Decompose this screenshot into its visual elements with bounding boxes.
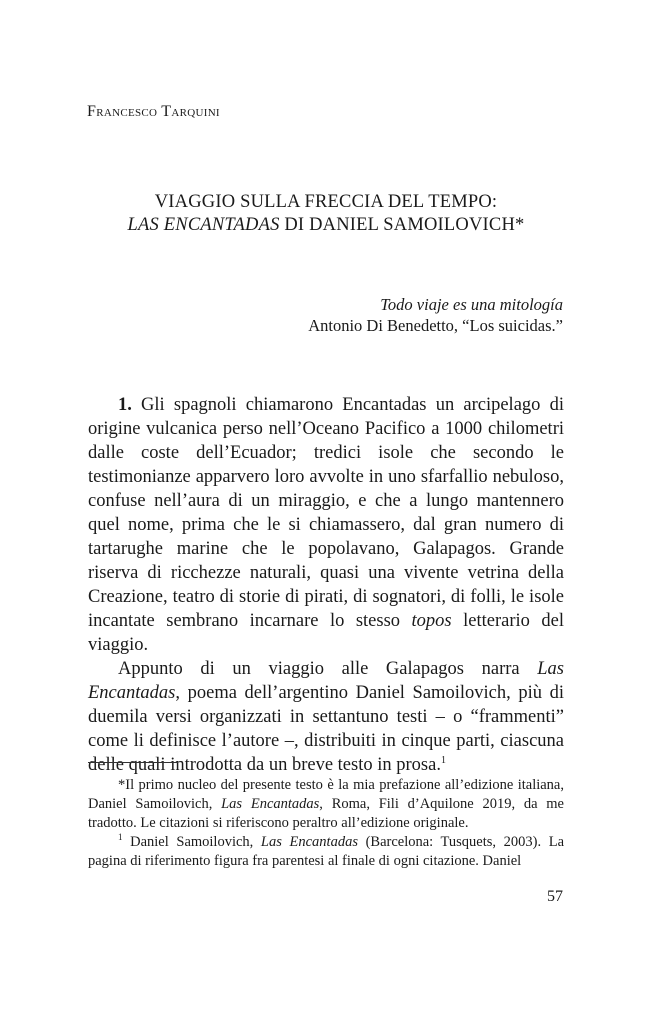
paragraph-1-text: Gli spagnoli chiamarono Encantadas un arcipelago di origine vulcanica perso nell’Oceano Pacifico a 1000 chilometri dalle coste dell’Ecuador; tredici isole che secondo le testimonianze apparvero loro avvolte in uno sfarfallio nebuloso, confuse nell’aura di un miraggio, e che a lungo mantennero quel nome, prima che le si chiamassero, dal gran numero di tartarughe marine che le popolavano, Galapagos. Grande riserva di ricchezze naturali, quasi una vivente vetrina della Creazione, teatro di storie di pirati, di sognatori, di folli, le isole incantate sembrano incarnare lo stesso <box>88 395 564 631</box>
article-title-line-2 <box>80 215 572 236</box>
footnotes <box>88 776 564 871</box>
footnote-1-italic: Las Encantadas <box>260 834 358 850</box>
footnote-star-text: *Il primo nucleo del presente testo è la mia prefazione all’edizione italiana, Daniel Samoilovich, <box>88 777 564 812</box>
title-rest: DI DANIEL SAMOILOVICH* <box>279 215 525 235</box>
footnote-star <box>88 776 564 833</box>
body-text <box>88 393 564 777</box>
paragraph-1-italic: topos <box>411 611 452 631</box>
footnote-ref-1: 1 <box>440 754 446 766</box>
paragraph-2-end: , poema dell’argentino Daniel Samoilovich, più di duemila versi organizzati in settantuno testi – o “frammenti” come li definisce l’autore –, distribuiti in cinque parti, ciascuna delle quali introdotta da un breve testo in prosa. <box>88 683 564 775</box>
epigraph-attribution: Antonio Di Benedetto, “Los suicidas.” <box>308 316 563 335</box>
article-title-line-1: VIAGGIO SULLA FRECCIA DEL TEMPO: <box>154 192 498 212</box>
footnote-1-text: Daniel Samoilovich, <box>122 834 261 850</box>
title-work-italic: LAS ENCANTADAS <box>127 215 280 235</box>
footnote-separator <box>88 762 178 763</box>
paragraph-2-italic: Las Encantadas <box>88 659 564 703</box>
section-number: 1. <box>118 395 132 415</box>
paragraph-2 <box>88 657 564 777</box>
epigraph-quote: Todo viaje es una mitología <box>380 295 563 314</box>
page-number: 57 <box>547 888 563 905</box>
epigraph <box>308 294 563 336</box>
footnote-1 <box>88 833 564 871</box>
author-name: Francesco Tarquini <box>87 103 220 120</box>
footnote-1-mark: 1 <box>118 832 123 843</box>
footnote-star-end: , Roma, Fili d’Aquilone 2019, da me tradotto. Le citazioni si riferiscono peraltro all’edizione originale. <box>88 796 564 831</box>
paragraph-2-text: Appunto di un viaggio alle Galapagos narra <box>118 659 538 679</box>
footnote-star-italic: Las Encantadas <box>221 796 320 812</box>
paragraph-1 <box>88 393 564 657</box>
paragraph-1-end: letterario del viaggio. <box>88 611 564 655</box>
footnote-1-end: (Barcelona: Tusquets, 2003). La pagina di riferimento figura fra parentesi al finale di ogni citazione. Daniel <box>88 834 565 869</box>
